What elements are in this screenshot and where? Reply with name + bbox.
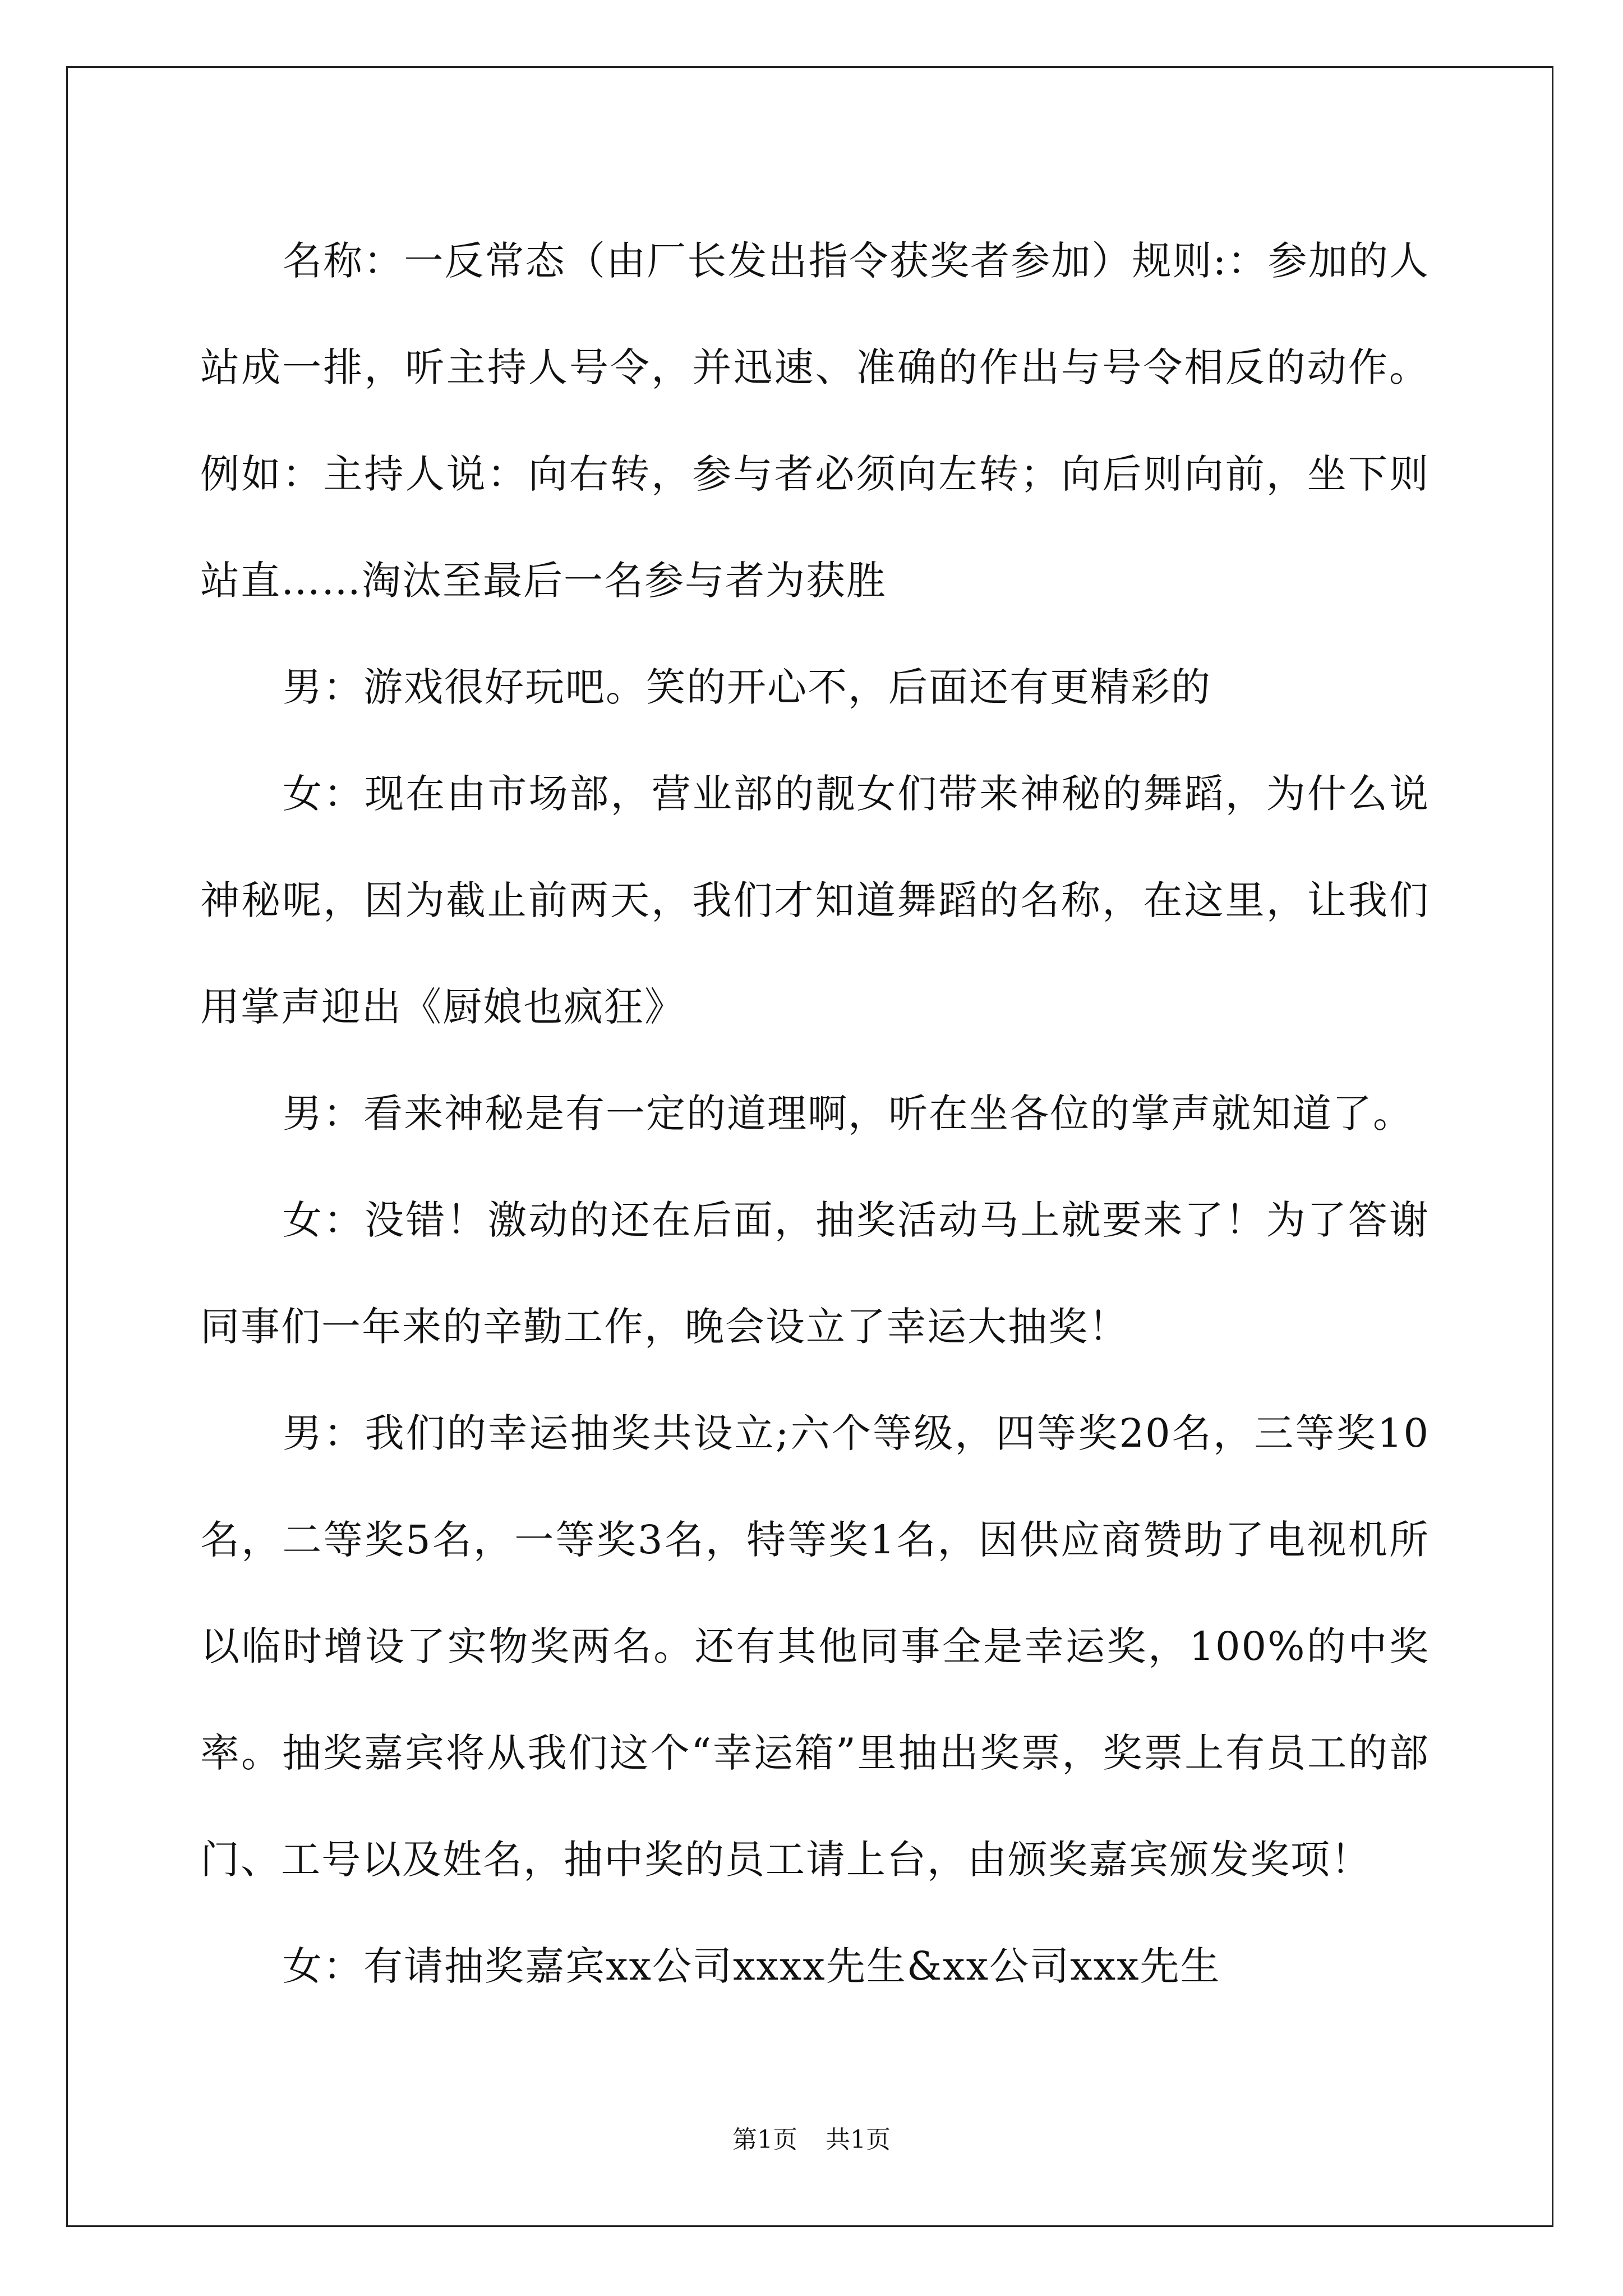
page-number-total: 共1页: [826, 2125, 891, 2154]
paragraph-male-1: 男：游戏很好玩吧。笑的开心不，后面还有更精彩的: [283, 664, 1211, 710]
paragraph-female-1: 女：现在由市场部，营业部的靓女们带来神秘的舞蹈，为什么说神秘呢，因为截止前两天，我们才知道舞蹈的名称，在这里，让我们用掌声迎出《厨娘也疯狂》: [200, 771, 1430, 1030]
paragraph-female-3: 女：有请抽奖嘉宾xx公司xxxx先生&xx公司xxx先生: [283, 1943, 1221, 1989]
paragraph-rules: 名称：一反常态（由厂长发出指令获奖者参加）规则:：参加的人站成一排，听主持人号令，并迅速、准确的作出与号令相反的动作。例如：主持人说：向右转，参与者必须向左转；向后则向前，坐下则站直……淘汰至最后一名参与者为获胜: [200, 238, 1430, 604]
page-number-current: 第1页: [732, 2125, 797, 2154]
paragraph-male-2: 男：看来神秘是有一定的道理啊，听在坐各位的掌声就知道了。: [283, 1091, 1413, 1137]
document-body: [200, 208, 1430, 2019]
paragraph-female-2: 女：没错！激动的还在后面，抽奖活动马上就要来了！为了答谢同事们一年来的辛勤工作，晚会设立了幸运大抽奖！: [200, 1197, 1430, 1350]
paragraph-male-3: 男：我们的幸运抽奖共设立;六个等级，四等奖20名，三等奖10名，二等奖5名，一等奖3名，特等奖1名，因供应商赞助了电视机所以临时增设了实物奖两名。还有其他同事全是幸运奖，100%的中奖率。抽奖嘉宾将从我们这个“幸运箱”里抽出奖票，奖票上有员工的部门、工号以及姓名，抽中奖的员工请上台，由颁奖嘉宾颁发奖项！: [200, 1410, 1430, 1883]
page-footer: [0, 2123, 1623, 2157]
